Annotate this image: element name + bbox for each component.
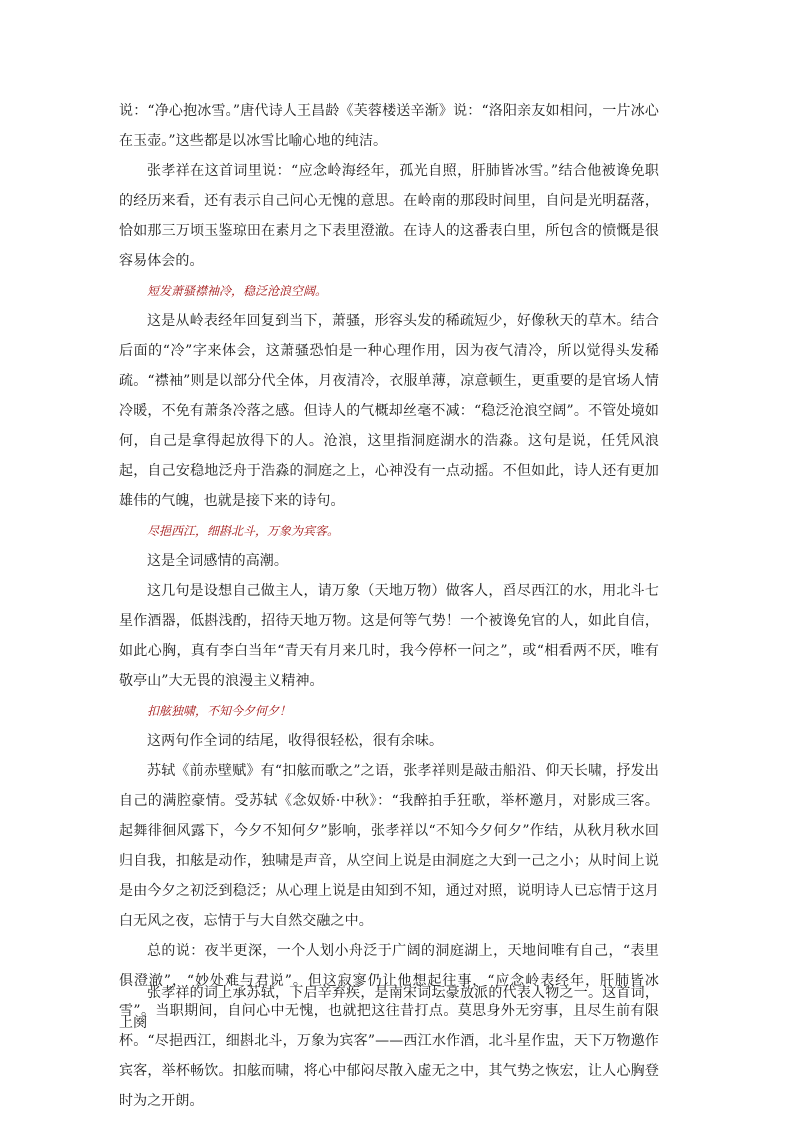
paragraph-7: 苏轼《前赤壁赋》有“扣舷而歌之”之语，张孝祥则是敲击船沿、仰天长啸，抒发出自己的满腔豪情。受苏轼《念奴娇·中秋》：“我醉拍手狂歌，举杯邀月，对影成三客。起舞徘徊风露下，今夕不知何夕”影响，张孝祥以“不知今夕何夕”作结，从秋月秋水回归自我，扣舷是动作，独啸是声音，从空间上说是由洞庭之大到一己之小；从时间上说是由今夕之初泛到稳泛；从心理上说是由知到不知，通过对照，说明诗人已忘情于这月白无风之夜，忘情于与大自然交融之中。: [119, 763, 659, 929]
paragraph-6: 这两句作全词的结尾，收得很轻松，很有余味。: [147, 733, 444, 749]
paragraph-2: 张孝祥在这首词里说：“应念岭海经年，孤光自照，肝肺皆冰雪。”结合他被谗免职的经历来看，还有表示自己问心无愧的意思。在岭南的那段时间里，自问是光明磊落，恰如那三万顷玉鉴琼田在素月之下表里澄澈。在诗人的这番表白里，所包含的愤慨是很容易体会的。: [119, 163, 659, 269]
quote-line-1: 短发萧骚襟袖冷，稳泛沧浪空阔。: [147, 284, 328, 298]
final-text-block: [119, 978, 659, 1038]
paragraph-4: 这是全词感情的高潮。: [147, 553, 288, 569]
paragraph-3: 这是从岭表经年回复到当下，萧骚，形容头发的稀疏短少，好像秋天的草木。结合后面的“冷”字来体会，这萧骚恐怕是一种心理作用，因为夜气清冷，所以觉得头发稀疏。“襟袖”则是以部分代全体，月夜清冷，衣服单薄，凉意顿生，更重要的是官场人情冷暖，不免有萧条冷落之感。但诗人的气概却丝毫不减：“稳泛沧浪空阔”。不管处境如何，自己是拿得起放得下的人。沧浪，这里指洞庭湖水的浩淼。这句是说，任凭风浪起，自己安稳地泛舟于浩淼的洞庭之上，心神没有一点动摇。不但如此，诗人还有更加雄伟的气魄，也就是接下来的诗句。: [119, 313, 659, 509]
text-block: [119, 96, 659, 1116]
paragraph-8: 总的说：夜半更深，一个人划小舟泛于广阔的洞庭湖上，天地间唯有自己，“表里俱澄澈”，“妙处难与君说”。但这寂寥仍让他想起往事，“应念岭表经年，肝肺皆冰雪”。当职期间，自问心中无愧，也就把这往昔打点。莫思身外无穷事，且尽生前有限杯。“尽挹西江，细斟北斗，万象为宾客”——西江水作酒，北斗星作盅，天下万物邀作宾客，举杯畅饮。扣舷而啸，将心中郁闷尽散入虚无之中，其气势之恢宏，让人心胸登时为之开朗。: [119, 943, 659, 1109]
quote-line-2: 尽挹西江，细斟北斗，万象为宾客。: [147, 524, 340, 538]
quote-line-3: 扣舷独啸，不知今夕何夕！: [147, 704, 292, 718]
paragraph-5: 这几句是设想自己做主人，请万象（天地万物）做客人，舀尽西江的水，用北斗七星作酒器，低斟浅酌，招待天地万物。这是何等气势！一个被谗免官的人，如此自信，如此心胸，真有李白当年“青天有月来几时，我今停杯一问之”，或“相看两不厌，唯有敬亭山”大无畏的浪漫主义精神。: [119, 583, 659, 689]
paragraph-1: 说：“净心抱冰雪。”唐代诗人王昌龄《芙蓉楼送辛渐》说：“洛阳亲友如相问，一片冰心在玉壶。”这些都是以冰雪比喻心地的纯洁。: [119, 103, 659, 149]
paragraph-final: 张孝祥的词上承苏轼，下启辛弃疾，是南宋词坛豪放派的代表人物之一。这首词，上阕: [119, 985, 659, 1031]
